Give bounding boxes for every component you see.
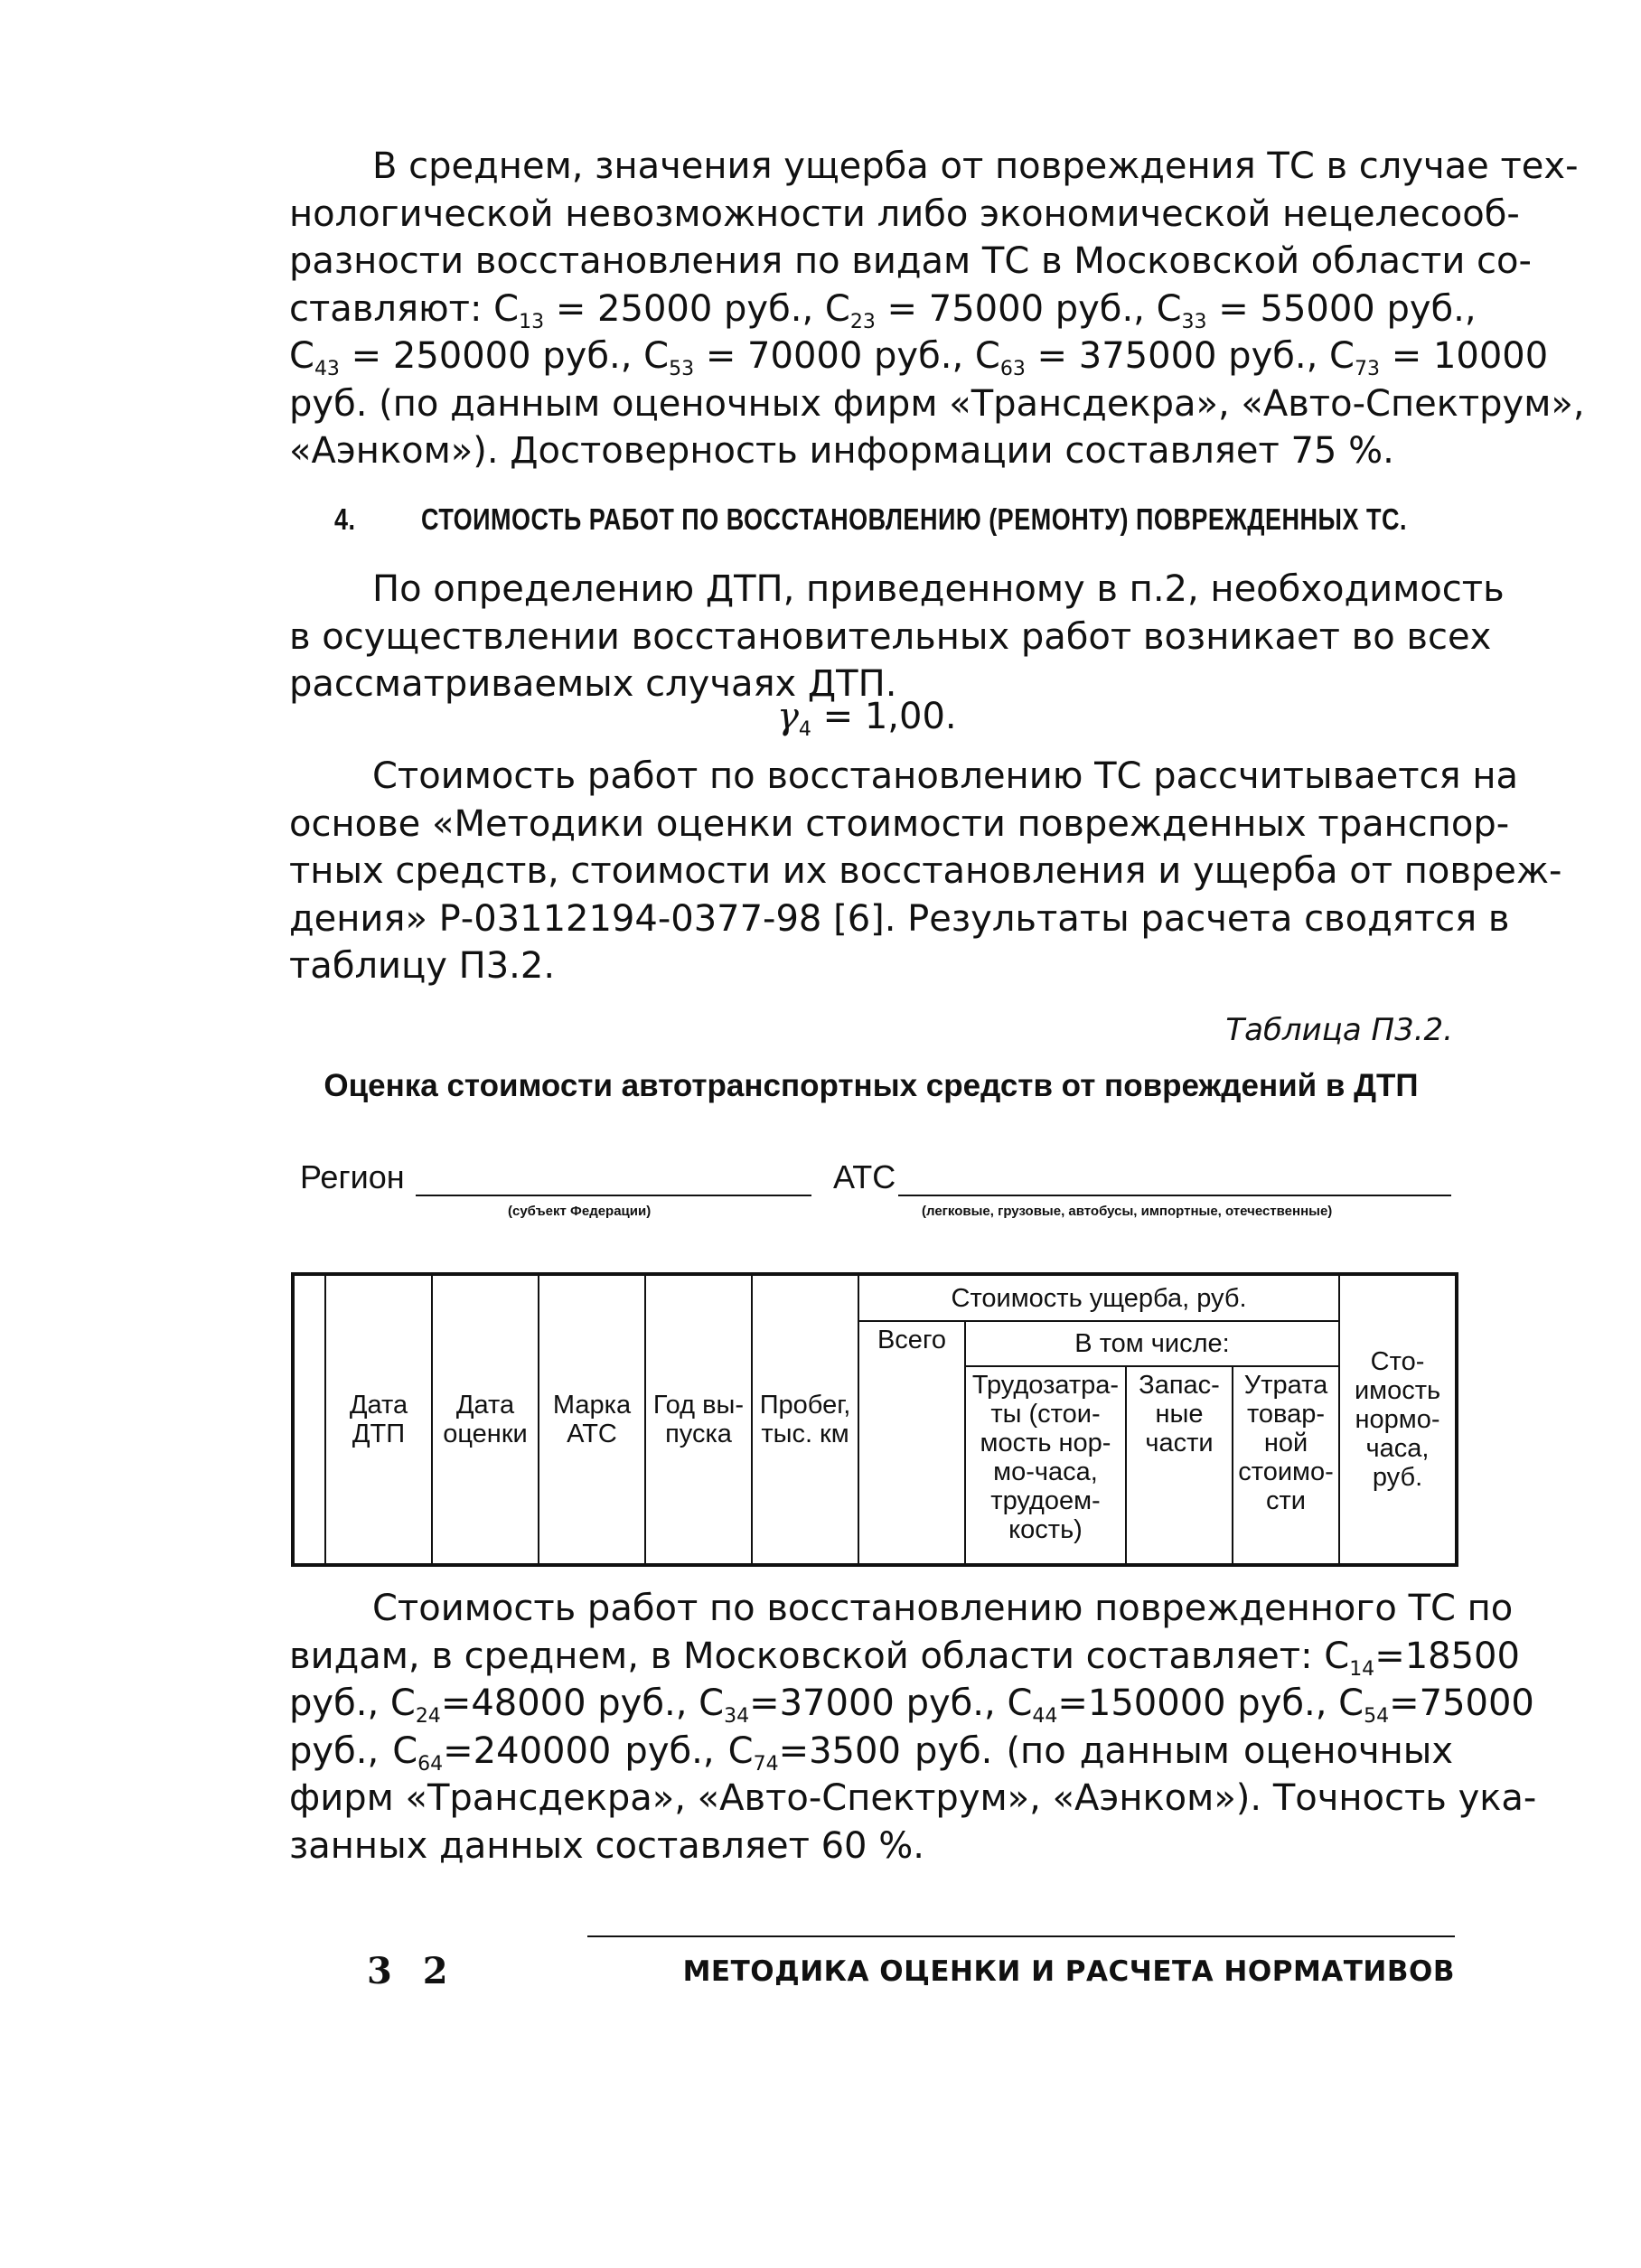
text-line: фирм «Трансдекра», «Авто-Спектрум», «Аэнком»). Точность ука- <box>289 1777 1537 1819</box>
header-total: Всего <box>858 1321 965 1565</box>
region-hint: (субъект Федерации) <box>508 1204 652 1219</box>
section-number: 4. <box>334 502 356 537</box>
text-line: занных данных составляет 60 %. <box>289 1824 924 1867</box>
text-line: Стоимость работ по восстановлению поврежденного ТС по <box>372 1588 1514 1629</box>
ats-fill-line <box>898 1195 1451 1196</box>
header-date-dtp: Дата ДТП <box>325 1274 432 1565</box>
header-parts: Запас-ные части <box>1126 1366 1233 1565</box>
form-region-ats <box>300 1158 1457 1231</box>
page-number: 3 2 <box>367 1950 457 1992</box>
paragraph-damage-values <box>289 143 1585 475</box>
text-line: руб. (по данным оценочных фирм «Трансдекра», «Авто-Спектрум», <box>289 382 1585 425</box>
text-line: «Аэнком»). Достоверность информации составляет 75 %. <box>289 430 1394 472</box>
ats-label: АТС <box>833 1158 896 1195</box>
ats-hint: (легковые, грузовые, автобусы, импортные, отечественные) <box>922 1204 1333 1219</box>
formula-gamma: $\gamma_4 = 1,00$. <box>777 696 957 741</box>
text-line: видам, в среднем, в Московской области составляет: $C_{14}=18500$ <box>289 1635 1520 1681</box>
running-title: МЕТОДИКА ОЦЕНКИ И РАСЧЕТА НОРМАТИВОВ <box>682 1955 1455 1988</box>
header-hour-cost: Сто-имость нормо-часа, руб. <box>1339 1274 1457 1565</box>
section-title: СТОИМОСТЬ РАБОТ ПО ВОССТАНОВЛЕНИЮ (РЕМОНТУ) ПОВРЕЖДЕННЫХ ТС. <box>421 502 1407 537</box>
table-caption: Таблица П3.2. <box>1225 1012 1453 1048</box>
text-line: тных средств, стоимости их восстановления и ущерба от повреж- <box>289 850 1562 892</box>
paragraph-dtp-definition <box>289 566 1505 708</box>
header-year: Год вы-пуска <box>645 1274 752 1565</box>
text-line: руб., $C_{64}=240000$ руб., $C_{74}=3500$ руб. (по данным оценочных <box>289 1729 1453 1776</box>
header-labor: Трудозатра-ты (стои-мость нор-мо-часа, трудоем-кость) <box>965 1366 1126 1565</box>
header-damage-group: Стоимость ущерба, руб. <box>858 1274 1339 1321</box>
damage-cost-table <box>291 1272 1458 1567</box>
footer-rule <box>587 1935 1455 1937</box>
text-line: в осуществлении восстановительных работ возникает во всех <box>289 615 1492 658</box>
text-line: $C_{43} = 250000$ руб., $C_{53} = 70000$ руб., $C_{63} = 375000$ руб., $C_{73} = 10000$ <box>289 335 1549 380</box>
header-loss: Утрата товар-ной стоимо-сти <box>1233 1366 1339 1565</box>
table-title: Оценка стоимости автотранспортных средств от повреждений в ДТП <box>324 1068 1419 1103</box>
text-line: В среднем, значения ущерба от повреждения ТС в случае тех- <box>372 145 1579 187</box>
text-line: Стоимость работ по восстановлению ТС рассчитывается на <box>372 755 1518 797</box>
text-line: рассматриваемых случаях ДТП. <box>289 663 897 705</box>
region-fill-line <box>416 1195 811 1196</box>
header-brand: Марка АТС <box>539 1274 645 1565</box>
text-line: дения» Р-03112194-0377-98 [6]. Результаты расчета сводятся в <box>289 897 1510 940</box>
text-line: разности восстановления по видам ТС в Московской области со- <box>289 240 1532 282</box>
text-line: основе «Методики оценки стоимости поврежденных транспор- <box>289 802 1510 845</box>
text-line: нологической невозможности либо экономической нецелесооб- <box>289 192 1520 235</box>
header-date-eval: Дата оценки <box>432 1274 539 1565</box>
text-line: ставляют: $C_{13} = 25000$ руб., $C_{23} = 75000$ руб., $C_{33} = 55000$ руб., <box>289 287 1477 333</box>
text-line: таблицу П3.2. <box>289 945 556 987</box>
header-mileage: Пробег, тыс. км <box>752 1274 858 1565</box>
header-including: В том числе: <box>965 1321 1339 1366</box>
table-blank-column <box>293 1274 325 1565</box>
text-line: руб., $C_{24}=48000$ руб., $C_{34}=37000$ руб., $C_{44}=150000$ руб., $C_{54}=75000$ <box>289 1682 1534 1728</box>
text-line: По определению ДТП, приведенному в п.2, необходимость <box>372 568 1505 610</box>
region-label: Регион <box>300 1158 405 1195</box>
paragraph-repair-cost <box>289 1585 1537 1870</box>
paragraph-method <box>289 753 1562 990</box>
